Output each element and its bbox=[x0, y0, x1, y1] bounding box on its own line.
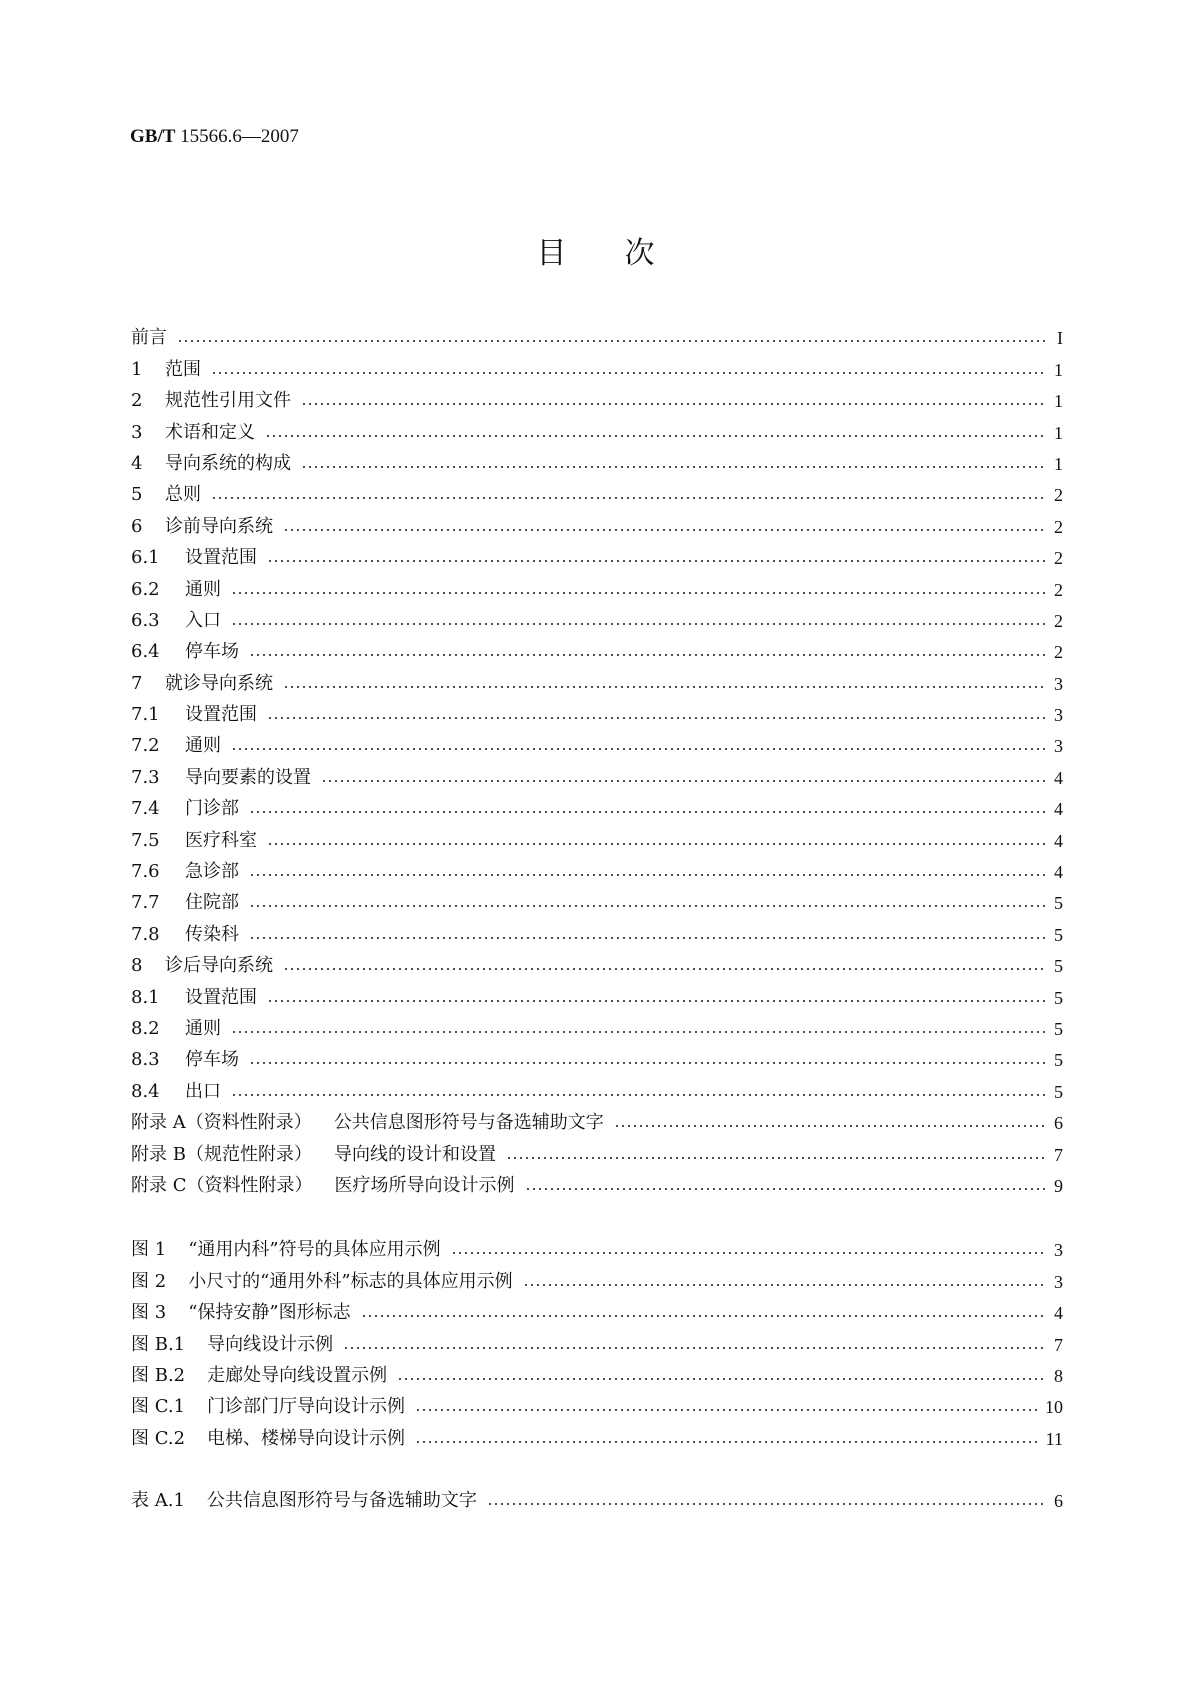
entry-number: 8.2 bbox=[131, 1017, 160, 1039]
dot-leader bbox=[231, 1092, 1045, 1098]
entry-page: 2 bbox=[1054, 516, 1063, 537]
dot-leader bbox=[487, 1501, 1045, 1507]
entry-title: 入口 bbox=[185, 609, 221, 631]
toc-entry[interactable] bbox=[131, 1071, 1063, 1102]
toc-entry[interactable] bbox=[131, 1356, 1063, 1387]
dot-leader bbox=[231, 621, 1045, 627]
entry-number: 图 C.2 bbox=[131, 1427, 186, 1449]
toc-entry[interactable] bbox=[131, 569, 1063, 600]
entry-page: 4 bbox=[1054, 799, 1063, 820]
toc-entry[interactable] bbox=[131, 632, 1063, 663]
entry-page: 8 bbox=[1054, 1365, 1063, 1386]
entry-number: 图 B.1 bbox=[131, 1333, 186, 1355]
entry-page: 5 bbox=[1054, 893, 1063, 914]
entry-title: 通则 bbox=[185, 1017, 221, 1039]
entry-title: “保持安静”图形标志 bbox=[188, 1302, 351, 1324]
entry-number: 7.4 bbox=[131, 798, 160, 820]
entry-title: 停车场 bbox=[185, 641, 239, 663]
toc-entry[interactable] bbox=[131, 1324, 1063, 1355]
entry-number: 7 bbox=[131, 672, 143, 694]
dot-leader bbox=[321, 778, 1045, 784]
entry-number: 图 C.1 bbox=[131, 1396, 186, 1418]
entry-number: 6.2 bbox=[131, 578, 160, 600]
dot-leader bbox=[267, 558, 1045, 564]
toc-entry[interactable] bbox=[131, 1261, 1063, 1292]
entry-title: 门诊部门厅导向设计示例 bbox=[207, 1396, 406, 1418]
entry-title: 通则 bbox=[185, 578, 221, 600]
dot-leader bbox=[249, 935, 1045, 941]
dot-leader bbox=[267, 841, 1045, 847]
toc-entry[interactable] bbox=[131, 726, 1063, 757]
entry-title: 设置范围 bbox=[185, 986, 257, 1008]
entry-title: 公共信息图形符号与备选辅助文字 bbox=[206, 1490, 477, 1512]
entry-number: 7.2 bbox=[131, 735, 160, 757]
entry-number: 附录 A（资料性附录） bbox=[131, 1112, 312, 1134]
entry-number: 图 B.2 bbox=[131, 1364, 186, 1386]
entry-page: 2 bbox=[1054, 579, 1063, 600]
entry-page: 5 bbox=[1054, 924, 1063, 945]
entry-number: 8.1 bbox=[131, 986, 160, 1008]
entry-number: 附录 B（规范性附录） bbox=[131, 1143, 312, 1165]
entry-title: 导向线的设计和设置 bbox=[333, 1143, 496, 1165]
toc-entry[interactable] bbox=[131, 1418, 1063, 1449]
entry-page: 11 bbox=[1045, 1428, 1063, 1449]
toc-entry[interactable] bbox=[131, 914, 1063, 945]
entry-page: 2 bbox=[1054, 548, 1063, 569]
standard-prefix: GB/T bbox=[130, 126, 176, 147]
entry-page: 5 bbox=[1054, 987, 1063, 1008]
entry-title: 总则 bbox=[165, 484, 201, 506]
dot-leader bbox=[267, 715, 1045, 721]
entry-number: 附录 C（资料性附录） bbox=[131, 1174, 313, 1196]
toc-entry[interactable] bbox=[131, 538, 1063, 569]
toc-entry[interactable] bbox=[131, 1103, 1063, 1134]
entry-number: 2 bbox=[131, 390, 143, 412]
toc-entry[interactable] bbox=[131, 318, 1063, 349]
page-title: 目次 bbox=[536, 236, 713, 271]
entry-number: 6.3 bbox=[131, 609, 160, 631]
entry-title: 传染科 bbox=[185, 923, 239, 945]
entry-page: 2 bbox=[1054, 610, 1063, 631]
entry-number: 5 bbox=[131, 484, 143, 506]
entry-number: 7.5 bbox=[131, 829, 160, 851]
dot-leader bbox=[283, 966, 1045, 972]
entry-page: 3 bbox=[1054, 705, 1063, 726]
entry-number: 图 2 bbox=[131, 1270, 167, 1292]
entry-title: 规范性引用文件 bbox=[165, 390, 291, 412]
entry-number: 7.8 bbox=[131, 923, 160, 945]
standard-number bbox=[130, 126, 299, 148]
toc-entry[interactable] bbox=[131, 1387, 1063, 1418]
toc-entry[interactable] bbox=[131, 444, 1063, 475]
entry-title: 导向线设计示例 bbox=[207, 1333, 334, 1355]
entry-title: 小尺寸的“通用外科”标志的具体应用示例 bbox=[188, 1270, 513, 1292]
dot-leader bbox=[267, 998, 1045, 1004]
toc-entry[interactable] bbox=[131, 1040, 1063, 1071]
entry-number: 1 bbox=[131, 358, 143, 380]
entry-number: 8.4 bbox=[131, 1080, 160, 1102]
entry-page: 2 bbox=[1054, 485, 1063, 506]
entry-title: 医疗科室 bbox=[185, 829, 257, 851]
entry-title: 通则 bbox=[185, 735, 221, 757]
entry-number: 6 bbox=[131, 515, 143, 537]
entry-title: 出口 bbox=[185, 1080, 221, 1102]
entry-title: 医疗场所导向设计示例 bbox=[334, 1174, 515, 1196]
toc-entry[interactable] bbox=[131, 1166, 1063, 1197]
toc-entry[interactable] bbox=[131, 381, 1063, 412]
toc-entry[interactable] bbox=[131, 475, 1063, 506]
entry-title: 走廊处导向线设置示例 bbox=[207, 1364, 388, 1386]
dot-leader bbox=[506, 1155, 1045, 1161]
entry-title: 急诊部 bbox=[185, 861, 239, 883]
entry-title: 门诊部 bbox=[185, 798, 239, 820]
toc-tables bbox=[131, 1481, 1063, 1512]
dot-leader bbox=[265, 433, 1045, 439]
dot-leader bbox=[397, 1376, 1045, 1382]
entry-title: 设置范围 bbox=[185, 704, 257, 726]
entry-number: 7.1 bbox=[131, 704, 160, 726]
toc-entry[interactable] bbox=[131, 695, 1063, 726]
dot-leader bbox=[177, 338, 1045, 344]
entry-number: 4 bbox=[131, 452, 143, 474]
toc-entry[interactable] bbox=[131, 1481, 1063, 1512]
entry-page: 9 bbox=[1054, 1175, 1063, 1196]
entry-page: 1 bbox=[1054, 453, 1063, 474]
entry-title: 前言 bbox=[131, 327, 167, 349]
dot-leader bbox=[415, 1439, 1038, 1445]
toc-entry[interactable] bbox=[131, 601, 1063, 632]
dot-leader bbox=[231, 746, 1045, 752]
dot-leader bbox=[614, 1123, 1045, 1129]
toc-sections bbox=[131, 318, 1063, 1197]
entry-number: 7.3 bbox=[131, 766, 160, 788]
standard-code: 15566.6—2007 bbox=[180, 126, 299, 147]
toc-entry[interactable] bbox=[131, 1009, 1063, 1040]
entry-title: 公共信息图形符号与备选辅助文字 bbox=[333, 1112, 604, 1134]
dot-leader bbox=[283, 684, 1045, 690]
toc-entry[interactable] bbox=[131, 757, 1063, 788]
entry-number: 8 bbox=[131, 955, 143, 977]
dot-leader bbox=[451, 1250, 1045, 1256]
entry-number: 表 A.1 bbox=[131, 1490, 185, 1512]
entry-number: 7.6 bbox=[131, 861, 160, 883]
dot-leader bbox=[231, 590, 1045, 596]
toc-entry[interactable] bbox=[131, 977, 1063, 1008]
toc-entry[interactable] bbox=[131, 883, 1063, 914]
entry-number: 6.1 bbox=[131, 547, 160, 569]
entry-number: 8.3 bbox=[131, 1049, 160, 1071]
dot-leader bbox=[211, 370, 1045, 376]
entry-number: 6.4 bbox=[131, 641, 160, 663]
entry-page: 10 bbox=[1045, 1397, 1063, 1418]
entry-page: 2 bbox=[1054, 642, 1063, 663]
dot-leader bbox=[283, 527, 1045, 533]
entry-page: 1 bbox=[1054, 422, 1063, 443]
dot-leader bbox=[249, 903, 1045, 909]
entry-title: 诊后导向系统 bbox=[165, 955, 273, 977]
entry-page: 5 bbox=[1054, 956, 1063, 977]
entry-number: 图 3 bbox=[131, 1302, 167, 1324]
entry-title: 设置范围 bbox=[185, 547, 257, 569]
toc-entry[interactable] bbox=[131, 663, 1063, 694]
entry-page: 5 bbox=[1054, 1081, 1063, 1102]
entry-title: 导向要素的设置 bbox=[185, 766, 311, 788]
entry-page: 3 bbox=[1054, 1240, 1063, 1261]
entry-title: 诊前导向系统 bbox=[165, 515, 273, 537]
entry-page: 3 bbox=[1054, 1271, 1063, 1292]
toc-entry[interactable] bbox=[131, 946, 1063, 977]
entry-page: 6 bbox=[1054, 1113, 1063, 1134]
entry-page: 5 bbox=[1054, 1050, 1063, 1071]
toc-entry[interactable] bbox=[131, 1230, 1063, 1261]
entry-page: 3 bbox=[1054, 673, 1063, 694]
entry-title: 停车场 bbox=[185, 1049, 239, 1071]
entry-page: 5 bbox=[1054, 1018, 1063, 1039]
dot-leader bbox=[343, 1345, 1045, 1351]
dot-leader bbox=[249, 1060, 1045, 1066]
dot-leader bbox=[249, 872, 1045, 878]
toc-entry[interactable] bbox=[131, 1134, 1063, 1165]
dot-leader bbox=[231, 1029, 1045, 1035]
entry-page: 4 bbox=[1054, 830, 1063, 851]
toc-entry[interactable] bbox=[131, 820, 1063, 851]
entry-page: 4 bbox=[1054, 767, 1063, 788]
toc-entry[interactable] bbox=[131, 506, 1063, 537]
toc-entry[interactable] bbox=[131, 852, 1063, 883]
entry-title: 范围 bbox=[165, 358, 201, 380]
dot-leader bbox=[211, 495, 1045, 501]
entry-page: 1 bbox=[1054, 391, 1063, 412]
entry-number: 7.7 bbox=[131, 892, 160, 914]
dot-leader bbox=[361, 1313, 1045, 1319]
toc-entry[interactable] bbox=[131, 412, 1063, 443]
toc-entry[interactable] bbox=[131, 1293, 1063, 1324]
toc-entry[interactable] bbox=[131, 349, 1063, 380]
entry-title: 术语和定义 bbox=[165, 421, 255, 443]
dot-leader bbox=[301, 464, 1045, 470]
entry-page: 3 bbox=[1054, 736, 1063, 757]
dot-leader bbox=[301, 401, 1045, 407]
entry-title: 电梯、楼梯导向设计示例 bbox=[207, 1427, 406, 1449]
dot-leader bbox=[249, 809, 1045, 815]
entry-number: 3 bbox=[131, 421, 143, 443]
entry-page: 7 bbox=[1054, 1334, 1063, 1355]
entry-page: 6 bbox=[1054, 1491, 1063, 1512]
entry-page: 1 bbox=[1054, 359, 1063, 380]
entry-page: 7 bbox=[1054, 1144, 1063, 1165]
toc-figures bbox=[131, 1230, 1063, 1450]
toc-entry[interactable] bbox=[131, 789, 1063, 820]
entry-page: I bbox=[1057, 328, 1063, 349]
dot-leader bbox=[523, 1282, 1045, 1288]
dot-leader bbox=[415, 1407, 1037, 1413]
dot-leader bbox=[525, 1186, 1046, 1192]
entry-title: “通用内科”符号的具体应用示例 bbox=[188, 1239, 441, 1261]
dot-leader bbox=[249, 652, 1045, 658]
entry-page: 4 bbox=[1054, 1303, 1063, 1324]
entry-title: 导向系统的构成 bbox=[165, 452, 291, 474]
entry-title: 就诊导向系统 bbox=[165, 672, 273, 694]
entry-title: 住院部 bbox=[185, 892, 239, 914]
entry-page: 4 bbox=[1054, 862, 1063, 883]
entry-number: 图 1 bbox=[131, 1239, 167, 1261]
